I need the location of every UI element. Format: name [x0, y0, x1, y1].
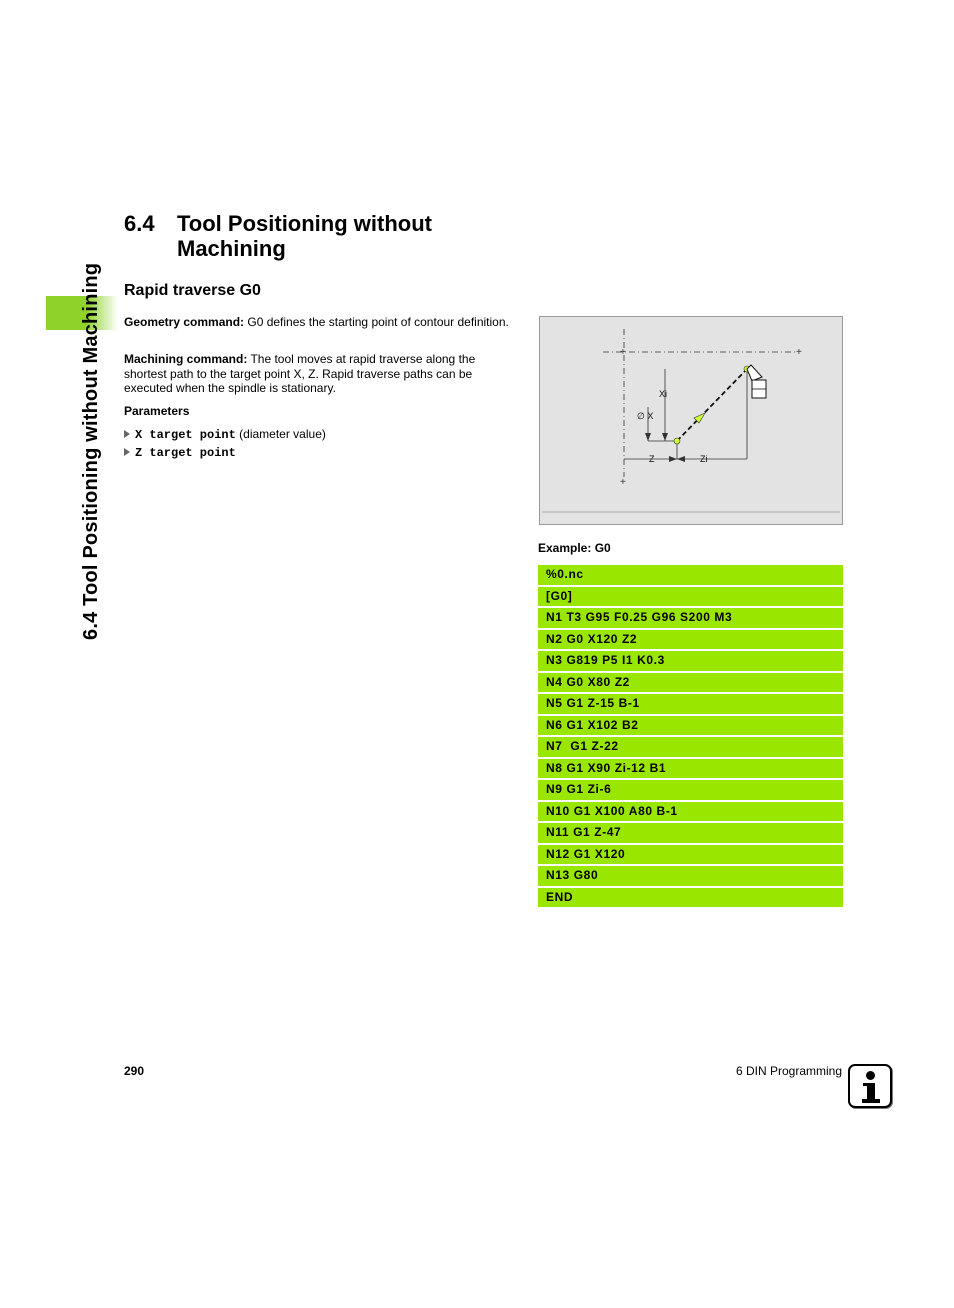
parameter-code: Z target point — [135, 446, 236, 460]
page-number: 290 — [124, 1064, 145, 1078]
dx-arrowhead — [645, 433, 651, 441]
bullet-triangle-icon — [124, 430, 130, 438]
side-running-title: 6.4 Tool Positioning without Machining — [80, 262, 102, 640]
paragraph-text: The tool moves at rapid traverse along the shortest path to the target point X, Z. Rapid traverse paths can be executed when the spindle is stationary. — [124, 352, 476, 395]
code-line: N10 G1 X100 A80 B-1 — [538, 802, 843, 822]
section-heading — [124, 211, 497, 261]
code-line: END — [538, 888, 843, 908]
dx-label: ∅ X — [637, 411, 654, 421]
subsection-title: Rapid traverse G0 — [124, 282, 261, 299]
code-line: N1 T3 G95 F0.25 G96 S200 M3 — [538, 608, 843, 628]
g0-diagram — [539, 316, 843, 525]
code-line: N12 G1 X120 — [538, 845, 843, 865]
parameter-code: X target point — [135, 428, 236, 442]
z-arrowhead — [669, 456, 677, 462]
code-line: N7 G1 Z-22 — [538, 737, 843, 757]
code-line: N13 G80 — [538, 866, 843, 886]
crosshair-mark: + — [796, 347, 802, 358]
parameter-item — [124, 426, 326, 442]
crosshair-mark: + — [620, 477, 626, 488]
code-line: N9 G1 Zi-6 — [538, 780, 843, 800]
code-line: N5 G1 Z-15 B-1 — [538, 694, 843, 714]
xi-label: Xi — [659, 389, 668, 399]
paragraph-text: G0 defines the starting point of contour definition. — [244, 315, 509, 329]
parameter-note: (diameter value) — [235, 427, 326, 441]
parameters-label: Parameters — [124, 404, 190, 418]
crosshair-mark: + — [620, 347, 626, 358]
code-line: N11 G1 Z-47 — [538, 823, 843, 843]
code-line: N3 G819 P5 I1 K0.3 — [538, 651, 843, 671]
zi-arrowhead — [677, 456, 685, 462]
bullet-triangle-icon — [124, 448, 130, 456]
section-title: Tool Positioning without Machining — [177, 211, 432, 261]
code-line: N4 G0 X80 Z2 — [538, 673, 843, 693]
xi-arrowhead — [662, 433, 668, 441]
info-icon — [848, 1064, 892, 1108]
geometry-command-paragraph — [124, 315, 509, 330]
g0-diagram-drawing — [540, 317, 842, 524]
target-point — [674, 438, 680, 444]
code-line: %0.nc — [538, 565, 843, 585]
parameter-item — [124, 444, 236, 460]
section-number: 6.4 — [124, 211, 155, 236]
rapid-traverse-path — [677, 369, 747, 441]
machining-command-paragraph — [124, 352, 509, 396]
chapter-title: 6 DIN Programming — [735, 1064, 842, 1078]
nc-program-listing — [538, 565, 843, 909]
code-line: N6 G1 X102 B2 — [538, 716, 843, 736]
tool-icon — [747, 365, 766, 398]
paragraph-lead: Machining command: — [124, 352, 248, 366]
code-line: [G0] — [538, 587, 843, 607]
z-label: Z — [649, 454, 655, 464]
zi-label: Zi — [700, 454, 708, 464]
code-line: N2 G0 X120 Z2 — [538, 630, 843, 650]
code-line: N8 G1 X90 Zi-12 B1 — [538, 759, 843, 779]
example-label: Example: G0 — [538, 541, 611, 555]
paragraph-lead: Geometry command: — [124, 315, 245, 329]
